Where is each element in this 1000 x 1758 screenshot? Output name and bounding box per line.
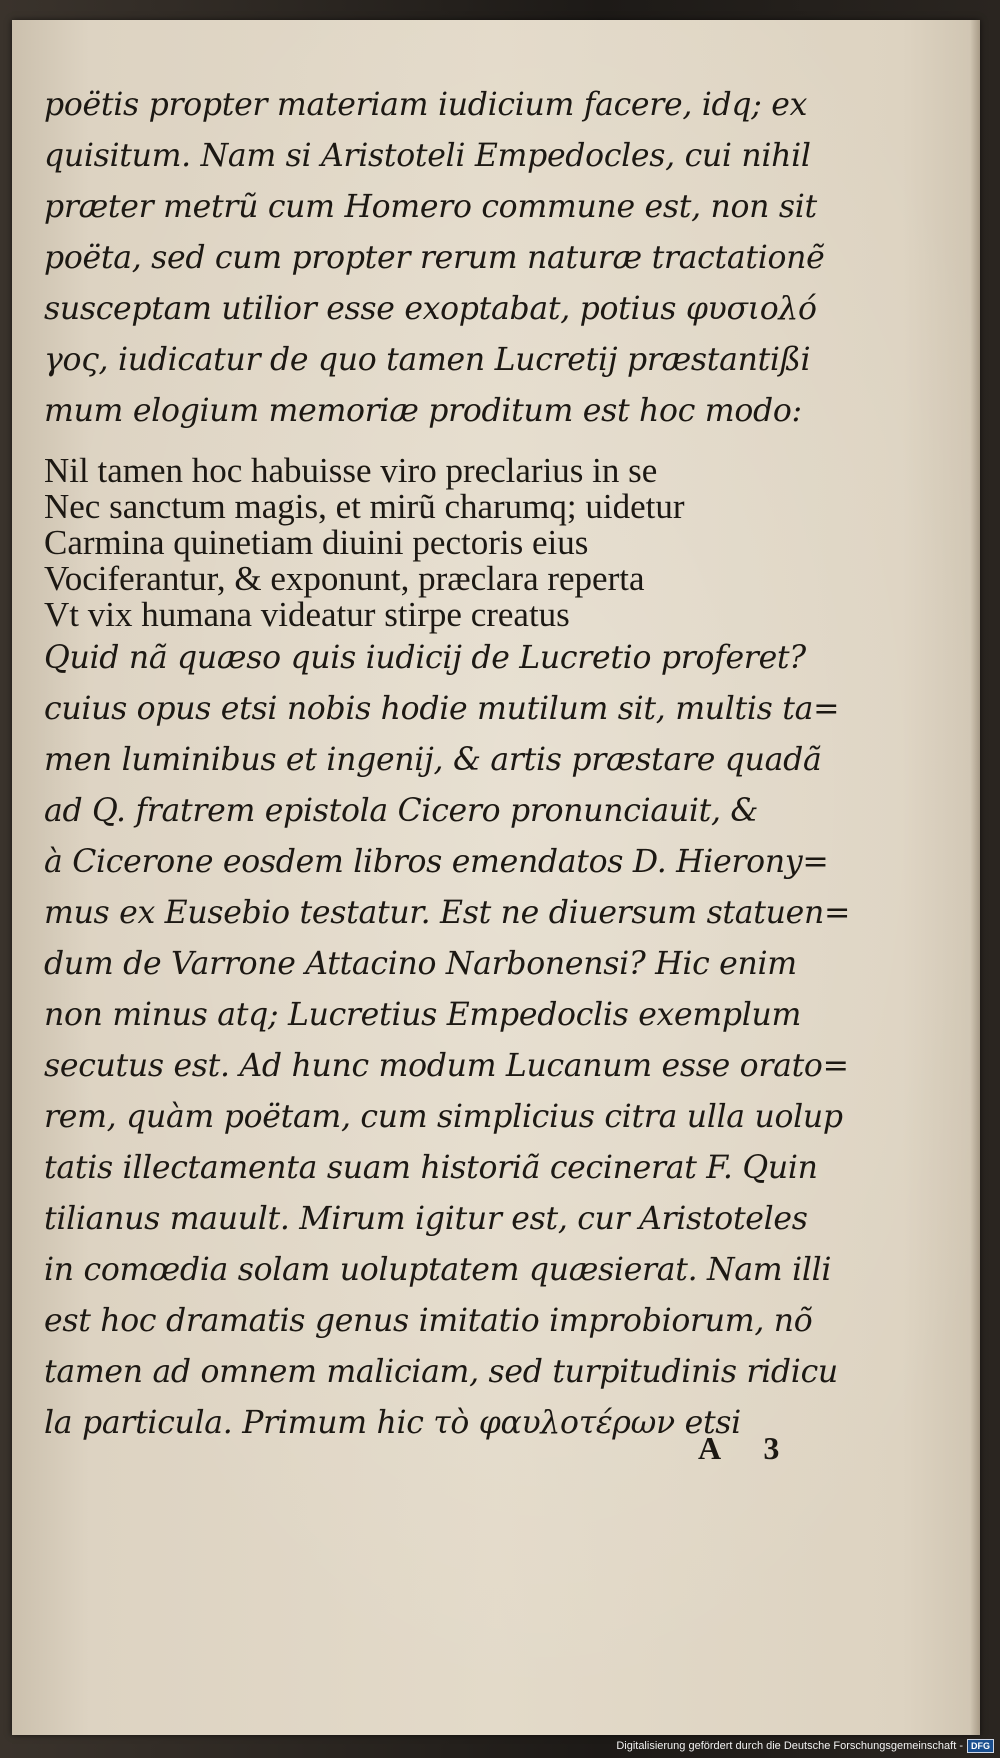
text-line: poëtis propter materiam iudicium facere, idq; ex xyxy=(44,87,808,123)
dfg-logo-icon: DFG xyxy=(967,1739,994,1753)
verse-line: Carmina quinetiam diuini pectoris eius xyxy=(44,523,589,562)
verse-line: Nec sanctum magis, et mirũ charumq; uidetur xyxy=(44,487,685,526)
text-line: secutus est. Ad hunc modum Lucanum esse orato= xyxy=(44,1048,849,1084)
text-line: rem, quàm poëtam, cum simplicius citra ulla uolup xyxy=(44,1099,843,1135)
text-line: susceptam utilior esse exoptabat, potius φυσιολό xyxy=(44,291,817,327)
text-line: γος, iudicatur de quo tamen Lucretij præstantißi xyxy=(44,342,811,378)
text-line: est hoc dramatis genus imitatio improbiorum, nõ xyxy=(44,1303,813,1339)
verse-line: Nil tamen hoc habuisse viro preclarius in se xyxy=(44,451,658,490)
text-line: mus ex Eusebio testatur. Est ne diuersum statuen= xyxy=(44,895,851,931)
text-line: men luminibus et ingenij, & artis præstare quadã xyxy=(44,742,822,778)
text-line: præter metrũ cum Homero commune est, non sit xyxy=(44,189,817,225)
text-line: tilianus mauult. Mirum igitur est, cur Aristoteles xyxy=(44,1201,808,1237)
text-line: quisitum. Nam si Aristoteli Empedocles, cui nihil xyxy=(44,138,811,174)
text-line: poëta, sed cum propter rerum naturæ tractationẽ xyxy=(44,240,825,276)
text-line: tamen ad omnem maliciam, sed turpitudinis ridicu xyxy=(44,1354,838,1390)
text-line: tatis illectamenta suam historiã cecinerat F. Quin xyxy=(44,1150,818,1186)
page-edge-shadow xyxy=(970,20,980,1735)
text-line: in comœdia solam uoluptatem quæsierat. Nam illi xyxy=(44,1252,832,1288)
signature-mark: A 3 xyxy=(698,1430,798,1466)
verse-line: Vt vix humana videatur stirpe creatus xyxy=(44,595,570,634)
page-text xyxy=(44,80,851,1449)
text-line: ad Q. fratrem epistola Cicero pronunciauit, & xyxy=(44,793,759,829)
text-line: dum de Varrone Attacino Narbonensi? Hic enim xyxy=(44,946,797,982)
text-line: cuius opus etsi nobis hodie mutilum sit, multis ta= xyxy=(44,691,840,727)
text-line: la particula. Primum hic τὸ φαυλοτέρων etsi xyxy=(44,1405,741,1441)
text-line: à Cicerone eosdem libros emendatos D. Hierony= xyxy=(44,844,829,880)
footer-credit: Digitalisierung gefördert durch die Deutsche Forschungsgemeinschaft - xyxy=(616,1740,963,1752)
text-line: non minus atq; Lucretius Empedoclis exemplum xyxy=(44,997,802,1033)
verse-line: Vociferantur, & exponunt, præclara reperta xyxy=(44,559,645,598)
book-page xyxy=(12,20,980,1735)
text-line: Quid nã quæso quis iudicij de Lucretio proferet? xyxy=(44,640,806,676)
text-line: mum elogium memoriæ proditum est hoc modo: xyxy=(44,393,802,429)
digitization-footer xyxy=(616,1737,994,1755)
